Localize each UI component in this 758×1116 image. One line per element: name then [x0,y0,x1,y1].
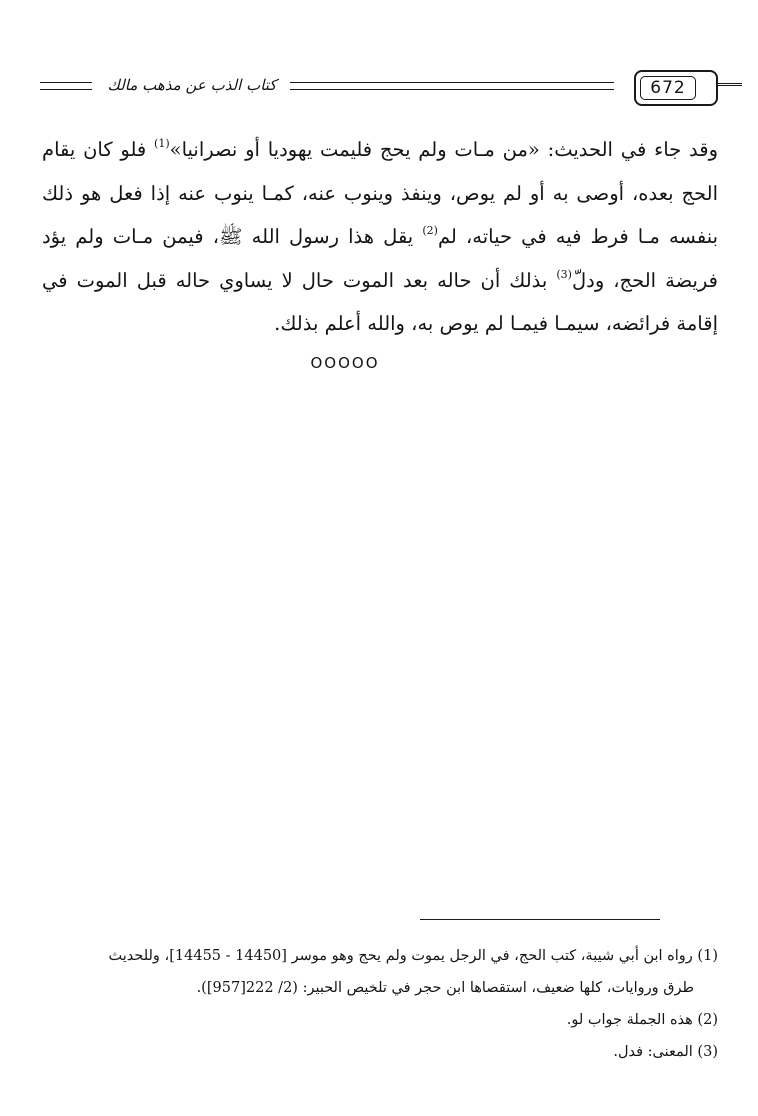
footnote-ref-2: (2) [422,224,438,237]
footnote-3: (3) المعنى: فدل. [613,1044,718,1060]
running-header [40,70,718,110]
footnote-1-continued: طرق وروايات، كلها ضعيف، استقصاها ابن حجر في تلخيص الحبير: (2/ 222[957]). [196,980,694,996]
body-text-part-3: يقل هذا رسول الله ﷺ، فيمن مـات ولم يؤد فريضة الحج، ودلّ [42,225,718,292]
body-text-part-2: فلو كان يقام الحج بعده، أوصى به أو لم يوص، وينفذ وينوب عنه، كمـا ينوب عنه إذا فعل هو ذلك بنفسه مـا فرط فيه في حياته، لم [42,138,719,248]
footnote-ref-3: (3) [556,267,572,281]
body-text-part-1: وقد جاء في الحديث: «من مـات ولم يحج فليمت يهوديا أو نصرانيا» [169,138,718,161]
header-rule-left [40,82,92,90]
page-number: 672 [650,78,686,98]
footnote-2: (2) هذه الجملة جواب لو. [566,1012,718,1028]
body-text-part-4: بذلك أن حاله بعد الموت حال لا يساوي حاله قبل الموت في إقامة فرائضه، سيمـا فيمـا لم يوص به، والله أعلم بذلك. [42,268,718,335]
footnote-ref-1: (1) [154,137,170,150]
header-rule-right [290,82,614,90]
footnote-1: (1) رواه ابن أبي شيبة، كتب الحج، في الرجل يموت ولم يحج وهو موسر [14450 - 14455]، وللحديث [108,948,718,964]
page-number-frame [634,70,718,106]
page-number-frame-tail [718,83,742,86]
body-paragraph [42,128,718,346]
footnote-rule [420,919,660,920]
section-separator: OOOOO [310,354,380,372]
running-title: كتاب الذب عن مذهب مالك [107,76,277,94]
footnotes [42,940,718,1068]
